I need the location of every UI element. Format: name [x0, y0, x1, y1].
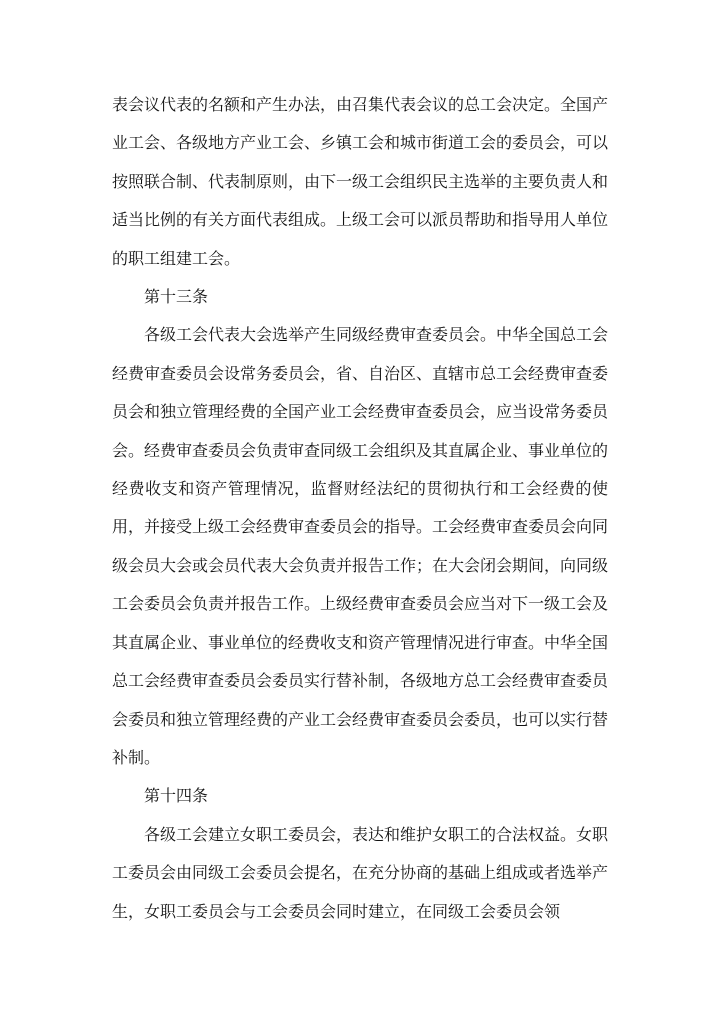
paragraph-continuation: 表会议代表的名额和产生办法，由召集代表会议的总工会决定。全国产业工会、各级地方产业工会、乡镇工会和城市街道工会的委员会，可以按照联合制、代表制原则，由下一级工会组织民主选举的主要负责人和适当比例的有关方面代表组成。上级工会可以派员帮助和指导用人单位的职工组建工会。	[112, 95, 609, 268]
article-14-heading: 第十四条	[144, 786, 209, 806]
article-14-text: 各级工会建立女职工委员会，表达和维护女职工的合法权益。女职工委员会由同级工会委员会提名，在充分协商的基础上组成或者选举产生，女职工委员会与工会委员会同时建立，在同级工会委员会领	[112, 824, 609, 921]
article-13-text: 各级工会代表大会选举产生同级经费审查委员会。中华全国总工会经费审查委员会设常务委员会，省、自治区、直辖市总工会经费审查委员会和独立管理经费的全国产业工会经费审查委员会，应当设常务委员会。经费审查委员会负责审查同级工会组织及其直属企业、事业单位的经费收支和资产管理情况，监督财经法纪的贯彻执行和工会经费的使用，并接受上级工会经费审查委员会的指导。工会经费审查委员会向同级会员大会或会员代表大会负责并报告工作；在大会闭会期间，向同级工会委员会负责并报告工作。上级经费审查委员会应当对下一级工会及其直属企业、事业单位的经费收支和资产管理情况进行审查。中华全国总工会经费审查委员会委员实行替补制，各级地方总工会经费审查委员会委员和独立管理经费的产业工会经费审查委员会委员，也可以实行替补制。	[112, 325, 609, 767]
article-13-heading: 第十三条	[144, 287, 209, 307]
document-body	[112, 86, 608, 931]
